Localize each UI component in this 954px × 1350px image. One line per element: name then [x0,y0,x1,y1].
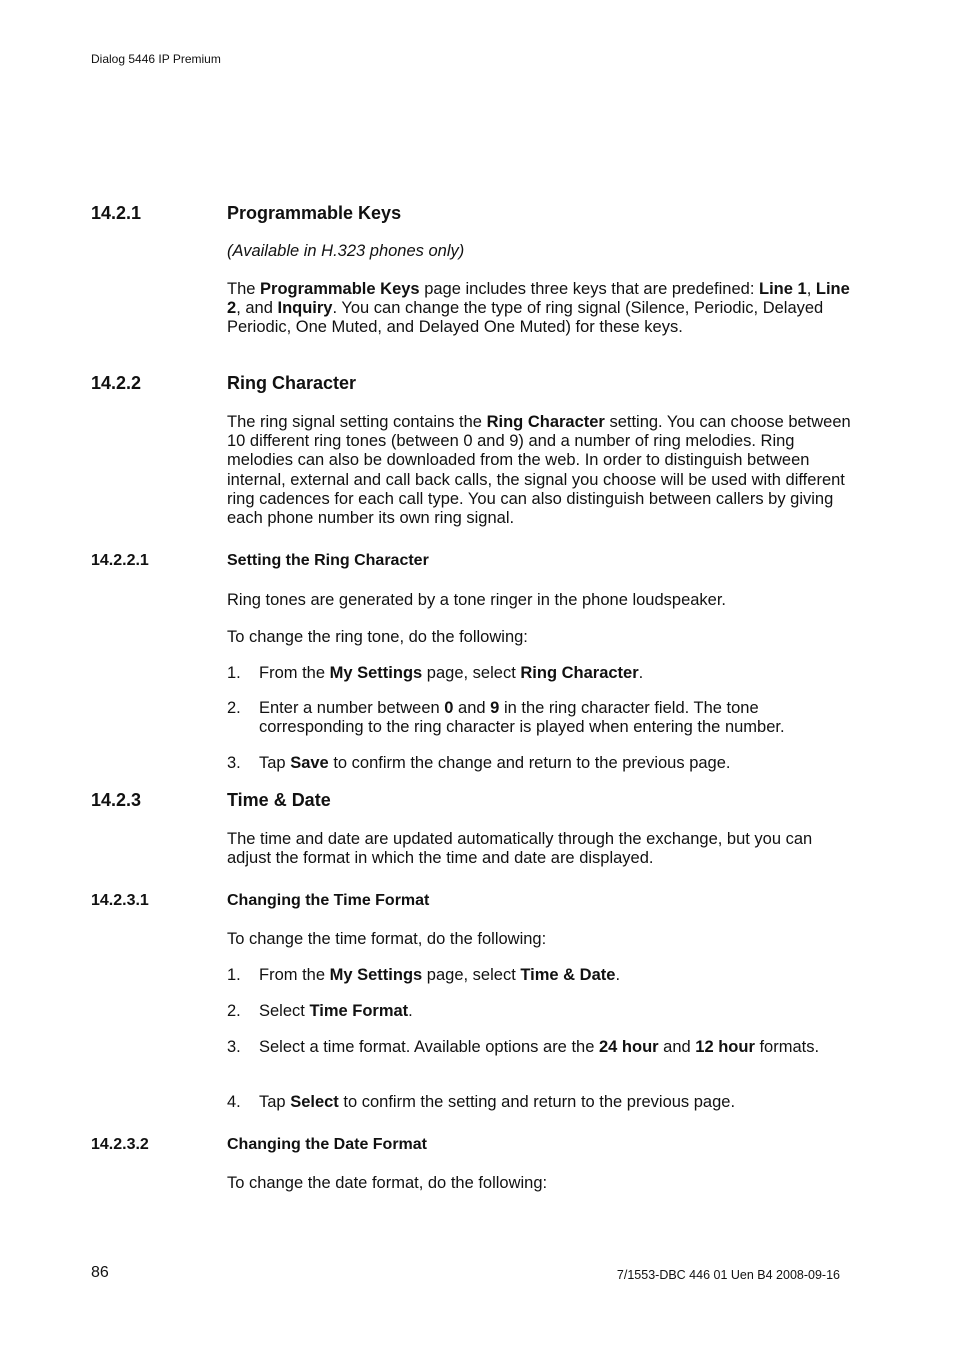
subsection-number: 14.2.2.1 [91,552,149,569]
step-number: 3. [227,1038,241,1056]
paragraph: To change the time format, do the following: [227,930,547,948]
section-title: Time & Date [227,790,331,810]
step-number: 4. [227,1093,241,1111]
page-number: 86 [91,1264,109,1281]
step-text: From the My Settings page, select Ring Character. [259,664,644,682]
section-title: Ring Character [227,373,357,393]
section-number: 14.2.2 [91,373,142,393]
subsection-title: Changing the Date Format [227,1136,428,1153]
paragraph: The time and date are updated automatically through the exchange, but you can adjust the format in which the time and date are displayed. [227,830,813,868]
step-number: 1. [227,966,241,984]
document-reference: 7/1553-DBC 446 01 Uen B4 2008-09-16 [616,1268,840,1282]
subsection-title: Changing the Time Format [227,892,430,909]
step-text: Tap Save to confirm the change and return to the previous page. [259,754,731,772]
paragraph: To change the ring tone, do the following: [227,628,528,646]
section-title: Programmable Keys [227,203,402,223]
step-number: 2. [227,1002,241,1020]
running-header: Dialog 5446 IP Premium [91,52,221,66]
step-number: 3. [227,754,241,772]
paragraph: Ring tones are generated by a tone ringer in the phone loudspeaker. [227,591,727,609]
subsection-number: 14.2.3.1 [91,892,149,909]
step-number: 2. [227,699,241,717]
step-text: Select a time format. Available options are the 24 hour and 12 hour formats. [259,1038,820,1056]
paragraph: The ring signal setting contains the Ring Character setting. You can choose between 10 different ring tones (between 0 and 9) and a number of ring melodies. Ring melodies can also be downloaded from the web. In order to distinguish between internal, external and call back calls, the signal you choose will be used with different ring cadences for each call type. You can also distinguish between callers by giving each phone number its own ring signal. [227,413,851,528]
paragraph: To change the date format, do the following: [227,1174,548,1192]
availability-note: (Available in H.323 phones only) [227,242,465,260]
paragraph: The Programmable Keys page includes three keys that are predefined: Line 1, Line 2, and Inquiry. You can change the type of ring signal (Silence, Periodic, Delayed Periodic, One Muted, and Delayed One Muted) for these keys. [227,280,850,337]
section-number: 14.2.1 [91,203,142,223]
step-text: Tap Select to confirm the setting and return to the previous page. [259,1093,736,1111]
subsection-number: 14.2.3.2 [91,1136,149,1153]
step-text: Select Time Format. [259,1002,413,1020]
subsection-title: Setting the Ring Character [227,552,429,569]
step-text: From the My Settings page, select Time & Date. [259,966,621,984]
step-number: 1. [227,664,241,682]
step-text: Enter a number between 0 and 9 in the ring character field. The tone corresponding to the ring character is played when entering the number. [259,699,785,737]
section-number: 14.2.3 [91,790,142,810]
